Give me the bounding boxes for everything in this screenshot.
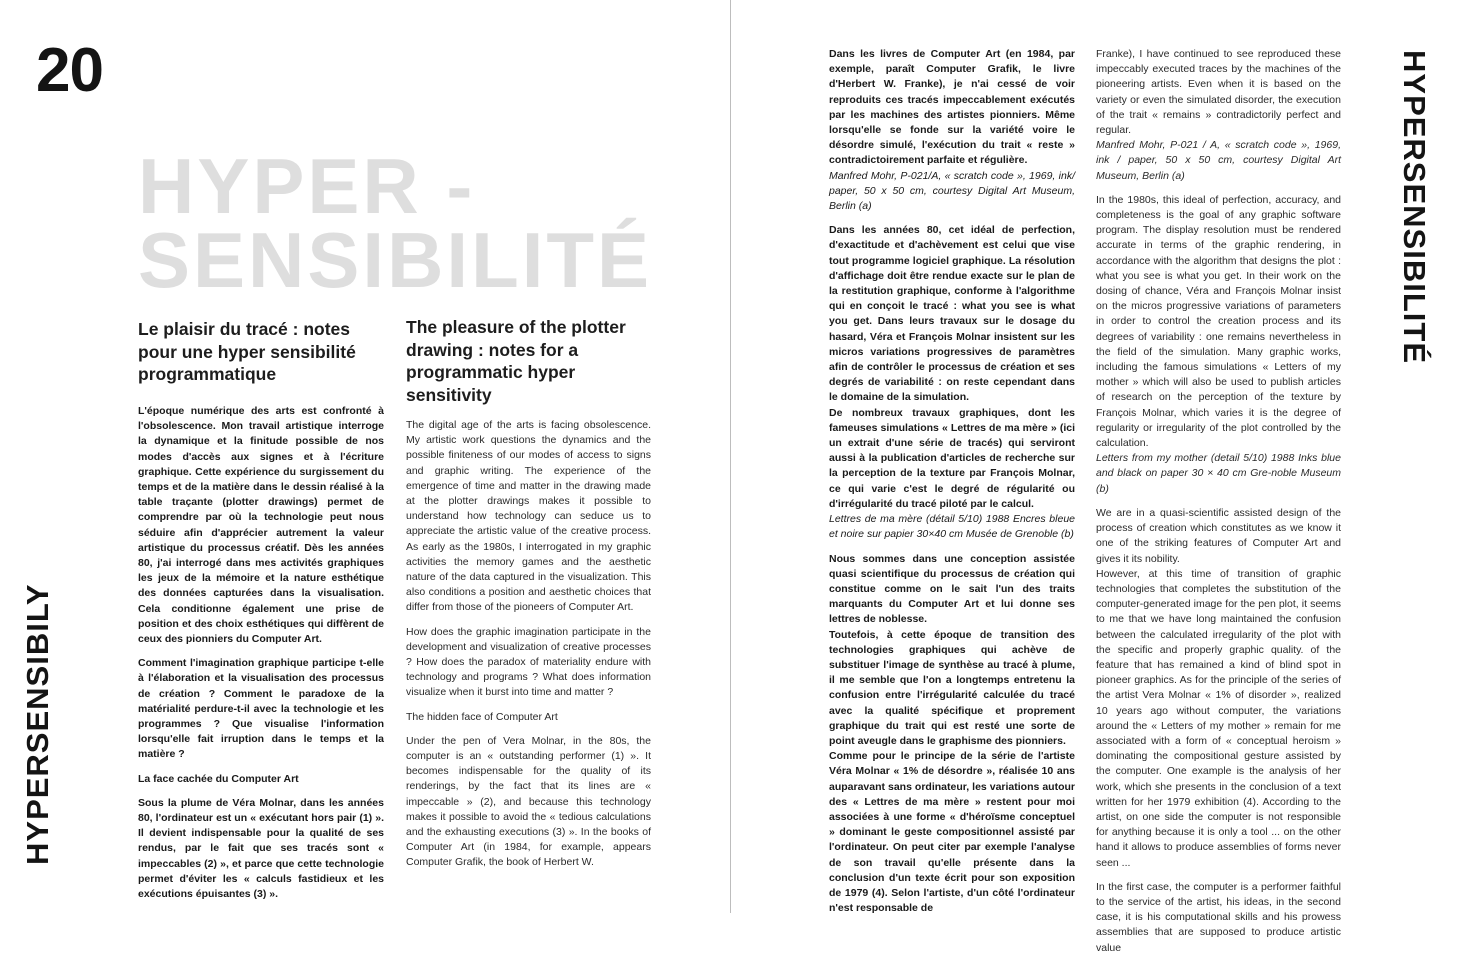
paragraph: Comment l'imagination graphique participe t-elle à l'élaboration et la visualisation des processus de création ? Comment le paradoxe de la matérialité perdure-t-il avec la technologie et les programmes ? Que visualise l'information lorsqu'elle fait irruption dans le temps et la matière ? bbox=[138, 657, 384, 761]
paragraph: In the first case, the computer is a performer faithful to the service of the artist, his ideas, in the second case, it is his computational skills and his prowess assemblies that are supposed to produce artistic value bbox=[1096, 880, 1341, 954]
paragraph: Sous la plume de Véra Molnar, dans les années 80, l'ordinateur est un « exécutant hors pair (1) ». Il devient indispensable pour la qualité de ses rendus, par le fait que ses tracés sont « impeccables (2) », et parce que cette technologie permet d'éviter les « calculs fastidieux et les exécutions épuisantes (3) ». bbox=[138, 796, 384, 901]
paragraph: However, at this time of transition of graphic technologies that completes the substitution of the computer-generated image for the pen plot, it seems to me that we have long maintained the confusion between the calculated irregularity of the plot with the specific and properly graphic quality. of the feature that has remained a kind of blind spot in pioneer graphics. As for the principle of the series of the artist Vera Molnar « 1% of disorder », realized 10 years ago without computer, the variations around the « Letters of my mother » remain for me associated with a form of « conceptual heroism » dominating the compositional gesture assisted by the computer. One example is the analysis of her work, which she presents in the conclusion of a text written for her 1979 exhibition (4). According to the artist, on one side the computer is not responsible for anything because it is only a tool ... on the other hand it allows to produce assemblies of forms never seen ... bbox=[1096, 567, 1341, 869]
paragraph: The digital age of the arts is facing obsolescence. My artistic work questions the dynamics and the possible finiteness of our modes of access to signs and graphic writing. The experience of the emergence of time and matter in the drawing made at the plotter drawings makes it possible to understand how technology can seduce us to appreciate the artistic value of the creative process. As early as the 1980s, I interrogated in my graphic activities the memory games and the aesthetic nature of the data captured in the visualization. This also conditions a position and aesthetic choices that differ from those of the pioneers of Computer Art. bbox=[406, 419, 651, 614]
page-gutter bbox=[730, 0, 731, 913]
column-english-intro bbox=[406, 418, 651, 871]
paragraph: In the 1980s, this ideal of perfection, accuracy, and completeness is the goal of any graphic software program. The display resolution must be rendered accurate in terms of the graphic rendering, in accordance with the algorithm that designs the plot : what you see is what you get. In their work on the dosing of chance, Véra and François Molnar insist on the micros progressive variations of parameters in order to control the creation process and its degrees of variability : one remains nevertheless in the field of the simulation. Many graphic works, including the famous simulations « Letters of my mother » which will also be used to publish articles of research on the perception of the texture by François Molnar, which varies it is the degree of regularity or irregularity of the plot controlled by the calculation. bbox=[1096, 193, 1341, 450]
paragraph: How does the graphic imagination participate in the development and visualization of creative processes ? How does the paradox of materiality endure with technology and programs ? What does information visualize when it burst into time and matter ? bbox=[406, 625, 651, 699]
big-title-line1: HYPER - bbox=[138, 142, 476, 230]
paragraph: Toutefois, à cette époque de transition des technologies graphiques qui achève de substituer l'image de synthèse au tracé à plume, il me semble que l'on a longtemps entretenu la confusion entre l'irrégularité calculée du tracé avec la qualité spécifique et proprement graphique du trait qui est resté une sorte de point aveugle dans le graphisme des pionniers. bbox=[829, 628, 1075, 747]
caption: Manfred Mohr, P-021/A, « scratch code », 1969, ink/ paper, 50 x 50 cm, courtesy Digital Art Museum, Berlin (a) bbox=[829, 169, 1075, 213]
caption: Letters from my mother (detail 5/10) 1988 Inks blue and black on paper 30 × 40 cm Gre-noble Museum (b) bbox=[1096, 452, 1341, 495]
paragraph: Dans les années 80, cet idéal de perfection, d'exactitude et d'achèvement est celui que vise tout programme logiciel graphique. La résolution d'affichage doit être rendue exacte sur le plan de la restitution graphique, conforme à l'algorithme qui en conçoit le tracé : what you see is what you get. Dans leurs travaux sur le dosage du hasard, Véra et François Molnar insistent sur les micros variations progressives de paramètres afin de contrôler le processus de création et ses degrés de variabilité : on reste cependant dans le domaine de la simulation. bbox=[829, 224, 1075, 404]
subheading: La face cachée du Computer Art bbox=[138, 772, 299, 785]
paragraph: Nous sommes dans une conception assistée quasi scientifique du processus de création qui constitue comme on le sait l'un des traits marquants du Computer Art et lui donne ses lettres de noblesse. bbox=[829, 552, 1075, 626]
paragraph: Franke), I have continued to see reproduced these impeccably executed traces by the machines of the pioneering artists. Even when it is based on the variety or even the simulated disorder, the execution of the trait « remains » contradictorily perfect and regular. bbox=[1096, 48, 1341, 137]
big-title-line2: SENSIBILITÉ bbox=[138, 216, 653, 304]
column-french-intro bbox=[138, 404, 384, 902]
paragraph: De nombreux travaux graphiques, dont les fameuses simulations « Lettres de ma mère » (ici un extrait d'une série de tracés) qui serviront aussi à la publication d'articles de recherche sur la perception de la texture par François Molnar, ce qui varie c'est le degré de régularité ou d'irrégularité du tracé piloté par le calcul. bbox=[829, 406, 1075, 510]
heading-french: Le plaisir du tracé : notes pour une hyper sensibilité programmatique bbox=[138, 319, 356, 384]
column-french-continued bbox=[829, 47, 1075, 916]
paragraph: Comme pour le principe de la série de l'artiste Véra Molnar « 1% de désordre », réalisée 10 ans auparavant sans ordinateur, les variations autour des « Lettres de ma mère » restent pour moi associées à une forme « d'héroïsme conceptuel » dominant le geste compositionnel assisté par l'ordinateur. On peut citer par exemple l'analyse de son travail qu'elle présente dans la conclusion d'un texte écrit pour son exposition de 1979 (4). Selon l'artiste, d'un côté l'ordinateur n'est responsable de bbox=[829, 750, 1075, 915]
vertical-title-right: HYPERSENSIBILITÉ bbox=[1397, 50, 1432, 364]
caption: Lettres de ma mère (détail 5/10) 1988 Encres bleue et noire sur papier 30×40 cm Musée de Grenoble (b) bbox=[829, 513, 1075, 541]
paragraph: Dans les livres de Computer Art (en 1984, par exemple, paraît Computer Grafik, le livre d'Herbert W. Franke), je n'ai cessé de voir reproduits ces tracés impeccablement exécutés par les machines des artistes pionniers. Même lorsqu'elle se fonde sur la variété voire le désordre simulé, l'exécution du trait « reste » contradictoirement parfaite et régulière. bbox=[829, 48, 1075, 167]
subheading: The hidden face of Computer Art bbox=[406, 710, 558, 723]
paragraph: L'époque numérique des arts est confronté à l'obsolescence. Mon travail artistique interroge la dynamique et la finitude possible de nos modes d'accès aux signes et à l'écriture graphique. Cette expérience du surgissement du temps et de la matière dans le dessin réalisé à la table traçante (plotter drawings) permet de comprendre par où la technologie peut nous séduire afin d'apprécier autrement la valeur artistique du processus créatif. Dès les années 80, j'ai interrogé dans mes activités graphiques les jeux de la mémoire et la nature esthétique des données capturées dans la visualisation. Cela conditionne également une prise de position et des choix esthétiques qui diffèrent de ceux des pionniers du Computer Art. bbox=[138, 405, 384, 646]
page-number: 20 bbox=[36, 36, 103, 105]
heading-english: The pleasure of the plotter drawing : notes for a programmatic hyper sensitivity bbox=[406, 317, 626, 405]
column-english-continued bbox=[1096, 47, 1341, 956]
paragraph: We are in a quasi-scientific assisted design of the process of creation which constitutes as we know it one of the striking features of Computer Art and gives it its nobility. bbox=[1096, 506, 1341, 565]
vertical-title-left: HYPERSENSIBILY bbox=[20, 583, 55, 865]
paragraph: Under the pen of Vera Molnar, in the 80s, the computer is an « outstanding performer (1) ». It becomes indispensable for the quality of its renderings, by the fact that its lines are « impeccable » (2), and because this technology makes it possible to avoid the « tedious calculations and the exhausting executions (3) ». In the books of Computer Art (in 1984, for example, appears Computer Grafik, the book of Herbert W. bbox=[406, 734, 651, 869]
caption: Manfred Mohr, P-021 / A, « scratch code », 1969, ink / paper, 50 x 50 cm, courtesy Digital Art Museum, Berlin (a) bbox=[1096, 139, 1341, 182]
